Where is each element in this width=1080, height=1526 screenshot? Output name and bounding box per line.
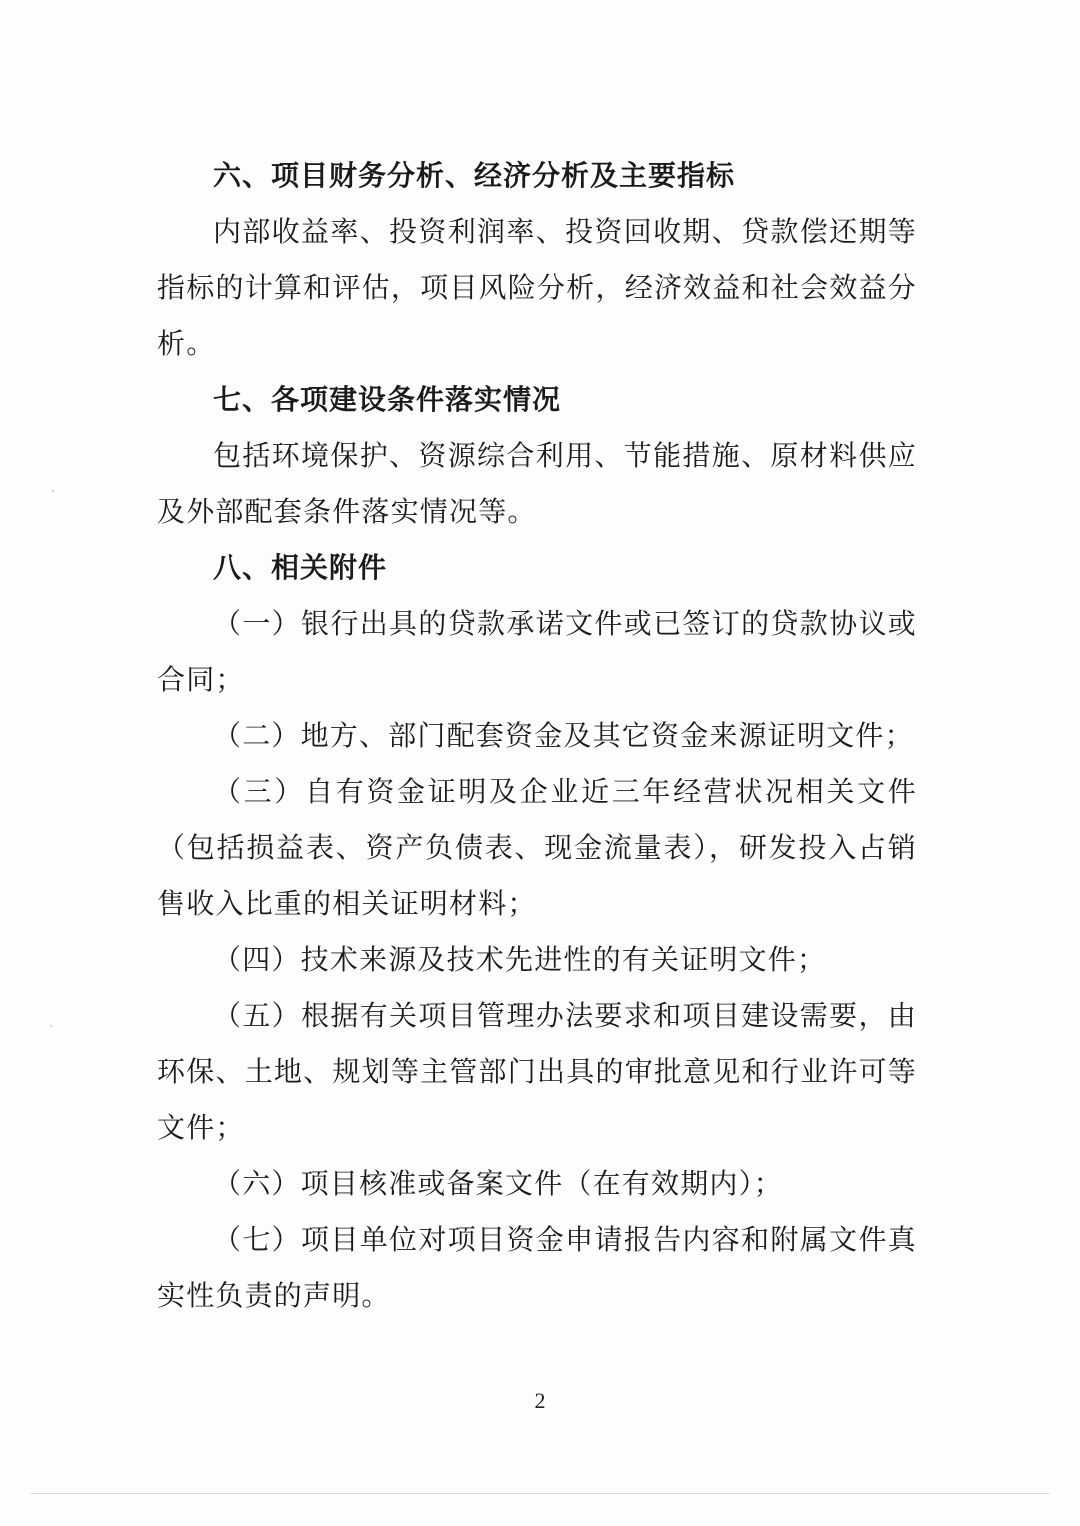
scan-bottom-edge (30, 1493, 1050, 1494)
section-heading-7: 七、各项建设条件落实情况 (213, 383, 562, 416)
attachment-item-7: （七）项目单位对项目资金申请报告内容和附属文件真实性负责的声明。 (157, 1223, 917, 1312)
attachment-item-6: （六）项目核准或备案文件（在有效期内）； (213, 1167, 784, 1200)
document-body (157, 148, 917, 1324)
scan-speck (50, 1025, 52, 1027)
attachment-item-1: （一）银行出具的贷款承诺文件或已签订的贷款协议或合同； (157, 607, 917, 696)
section-6-paragraph-1: 内部收益率、投资利润率、投资回收期、贷款偿还期等指标的计算和评估，项目风险分析，经济效益和社会效益分析。 (157, 215, 917, 360)
section-heading-6: 六、项目财务分析、经济分析及主要指标 (213, 159, 736, 192)
section-7-paragraph-1: 包括环境保护、资源综合利用、节能措施、原材料供应及外部配套条件落实情况等。 (157, 439, 917, 528)
section-heading-8: 八、相关附件 (213, 551, 388, 584)
attachment-item-2: （二）地方、部门配套资金及其它资金来源证明文件； (213, 719, 914, 752)
scan-speck (52, 490, 54, 492)
attachment-item-4: （四）技术来源及技术先进性的有关证明文件； (213, 943, 827, 976)
attachment-item-3: （三）自有资金证明及企业近三年经营状况相关文件（包括损益表、资产负债表、现金流量表），研发投入占销售收入比重的相关证明材料； (157, 775, 917, 920)
attachment-item-5: （五）根据有关项目管理办法要求和项目建设需要，由环保、土地、规划等主管部门出具的审批意见和行业许可等文件； (157, 999, 917, 1144)
page-number: 2 (534, 1388, 546, 1413)
